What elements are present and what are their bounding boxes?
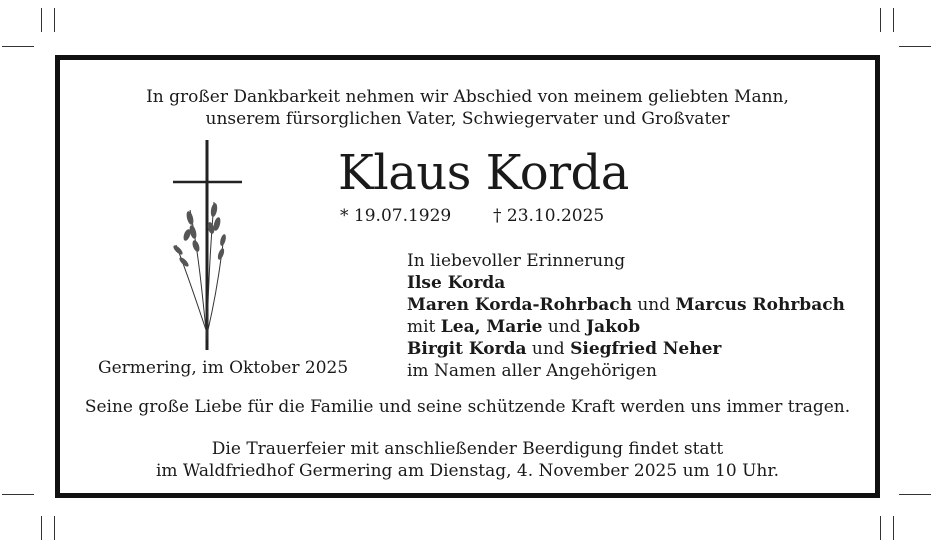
funeral-line-2: im Waldfriedhof Germering am Dienstag, 4. November 2025 um 10 Uhr. bbox=[155, 461, 780, 481]
crop-mark bbox=[41, 8, 42, 32]
crop-mark bbox=[893, 8, 894, 32]
mourner-name: Siegfried Neher bbox=[570, 339, 722, 359]
mourner-name: Ilse Korda bbox=[407, 273, 506, 293]
conjunction-text: und bbox=[542, 317, 587, 337]
crop-mark bbox=[899, 494, 931, 495]
crop-mark bbox=[41, 516, 42, 540]
crop-mark bbox=[880, 516, 881, 540]
mourner-name: Maren Korda-Rohrbach bbox=[407, 295, 632, 315]
crop-mark bbox=[54, 516, 55, 540]
crop-mark bbox=[880, 8, 881, 32]
conjunction-text: und bbox=[526, 339, 571, 359]
crop-mark bbox=[54, 8, 55, 32]
mourner-name: Marcus Rohrbach bbox=[675, 295, 845, 315]
intro-line-1: In großer Dankbarkeit nehmen wir Abschied von meinem geliebten Mann, bbox=[146, 87, 789, 107]
intro-text bbox=[60, 86, 875, 130]
intro-line-2: unserem fürsorglichen Vater, Schwiegervater und Großvater bbox=[205, 109, 730, 129]
conjunction-text: mit bbox=[407, 317, 441, 337]
conjunction-text: und bbox=[631, 295, 676, 315]
closing-sentence: Seine große Liebe für die Familie und seine schützende Kraft werden uns immer tragen. bbox=[84, 397, 851, 417]
crop-mark bbox=[893, 516, 894, 540]
mourners-list bbox=[407, 250, 845, 382]
birth-date: * 19.07.1929 bbox=[340, 206, 452, 226]
funeral-line-1: Die Trauerfeier mit anschließender Beerdigung findet statt bbox=[211, 439, 724, 459]
mourners-intro: In liebevoller Erinnerung bbox=[407, 251, 626, 271]
place-date: Germering, im Oktober 2025 bbox=[98, 358, 349, 378]
mourner-name: Lea, Marie bbox=[440, 317, 543, 337]
mourner-name: Birgit Korda bbox=[407, 339, 527, 359]
obituary-frame bbox=[55, 55, 880, 498]
crop-mark bbox=[2, 46, 34, 47]
mourner-name: Jakob bbox=[586, 317, 641, 337]
mourners-closing: im Namen aller Angehörigen bbox=[407, 361, 657, 381]
crop-mark bbox=[2, 494, 34, 495]
deceased-name: Klaus Korda bbox=[338, 145, 629, 201]
crop-mark bbox=[899, 46, 931, 47]
death-date: † 23.10.2025 bbox=[493, 206, 605, 226]
funeral-info bbox=[60, 438, 875, 482]
